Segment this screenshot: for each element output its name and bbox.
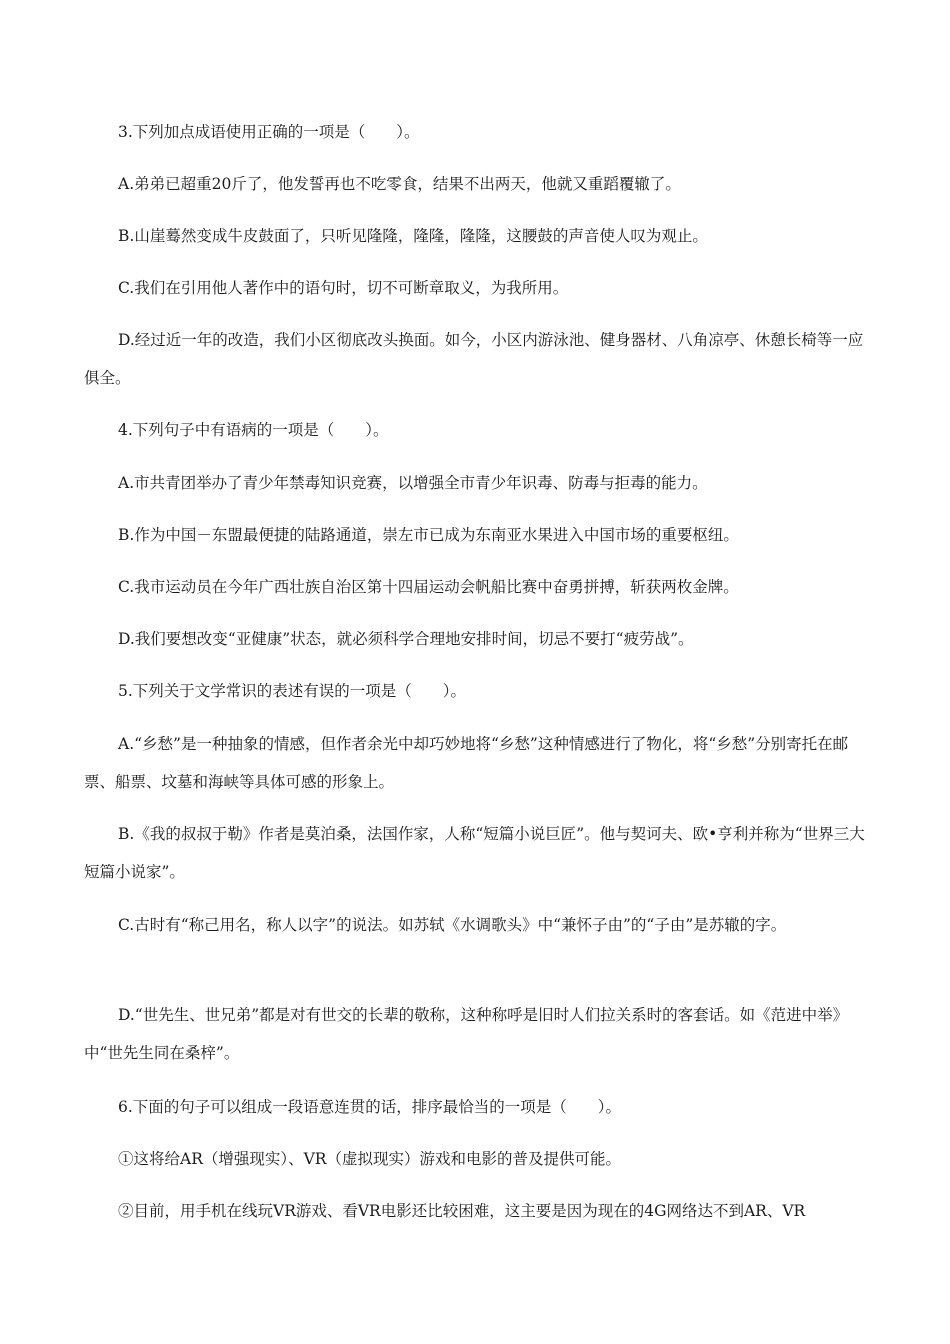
question-3-option-b: B.山崖蓦然变成牛皮鼓面了，只听见隆隆，隆隆，隆隆，这腰鼓的声音使人叹为观止。 (118, 227, 708, 245)
question-4-stem: 4.下列句子中有语病的一项是（ ）。 (118, 421, 389, 439)
question-6-stem: 6.下面的句子可以组成一段语意连贯的话，排序最恰当的一项是（ ）。 (118, 1098, 622, 1116)
question-3-option-d: D.经过近一年的改造，我们小区彻底改头换面。如今，小区内游泳池、健身器材、八角凉亭、休憩长椅等一应俱全。 (84, 331, 864, 387)
question-3-stem: 3.下列加点成语使用正确的一项是（ ）。 (118, 123, 420, 141)
question-4-option-a: A.市共青团举办了青少年禁毒知识竞赛，以增强全市青少年识毒、防毒与拒毒的能力。 (118, 474, 708, 492)
question-3-option-a: A.弟弟已超重20斤了，他发誓再也不吃零食，结果不出两天，他就又重蹈覆辙了。 (118, 175, 681, 193)
question-5-option-d: D.“世先生、世兄弟”都是对有世交的长辈的敬称，这种称呼是旧时人们拉关系时的客套话。如《范进中举》中“世先生同在桑梓”。 (84, 1006, 849, 1062)
question-6-sentence-1: ①这将给AR（增强现实）、VR（虚拟现实）游戏和电影的普及提供可能。 (118, 1150, 621, 1168)
question-5-option-b: B.《我的叔叔于勒》作者是莫泊桑，法国作家，人称“短篇小说巨匠”。他与契诃夫、欧•亨利并称为“世界三大短篇小说家”。 (84, 825, 865, 881)
question-5-option-c: C.古时有“称己用名，称人以字”的说法。如苏轼《水调歌头》中“兼怀子由”的“子由”是苏辙的字。 (118, 916, 787, 934)
question-3-option-c: C.我们在引用他人著作中的语句时，切不可断章取义，为我所用。 (118, 279, 569, 297)
question-4-option-c: C.我市运动员在今年广西壮族自治区第十四届运动会帆船比赛中奋勇拼搏，斩获两枚金牌。 (118, 578, 739, 596)
question-4-option-b: B.作为中国－东盟最便捷的陆路通道，崇左市已成为东南亚水果进入中国市场的重要枢纽。 (118, 526, 739, 544)
question-5-option-a: A.“乡愁”是一种抽象的情感，但作者余光中却巧妙地将“乡愁”这种情感进行了物化，将“乡愁”分别寄托在邮票、船票、坟墓和海峡等具体可感的形象上。 (84, 735, 849, 791)
question-4-option-d: D.我们要想改变“亚健康”状态，就必须科学合理地安排时间，切忌不要打“疲劳战”。 (118, 630, 694, 648)
question-5-stem: 5.下列关于文学常识的表述有误的一项是（ ）。 (118, 682, 467, 700)
question-6-sentence-2: ②目前，用手机在线玩VR游戏、看VR电影还比较困难，这主要是因为现在的4G网络达不到AR、VR (118, 1202, 806, 1220)
